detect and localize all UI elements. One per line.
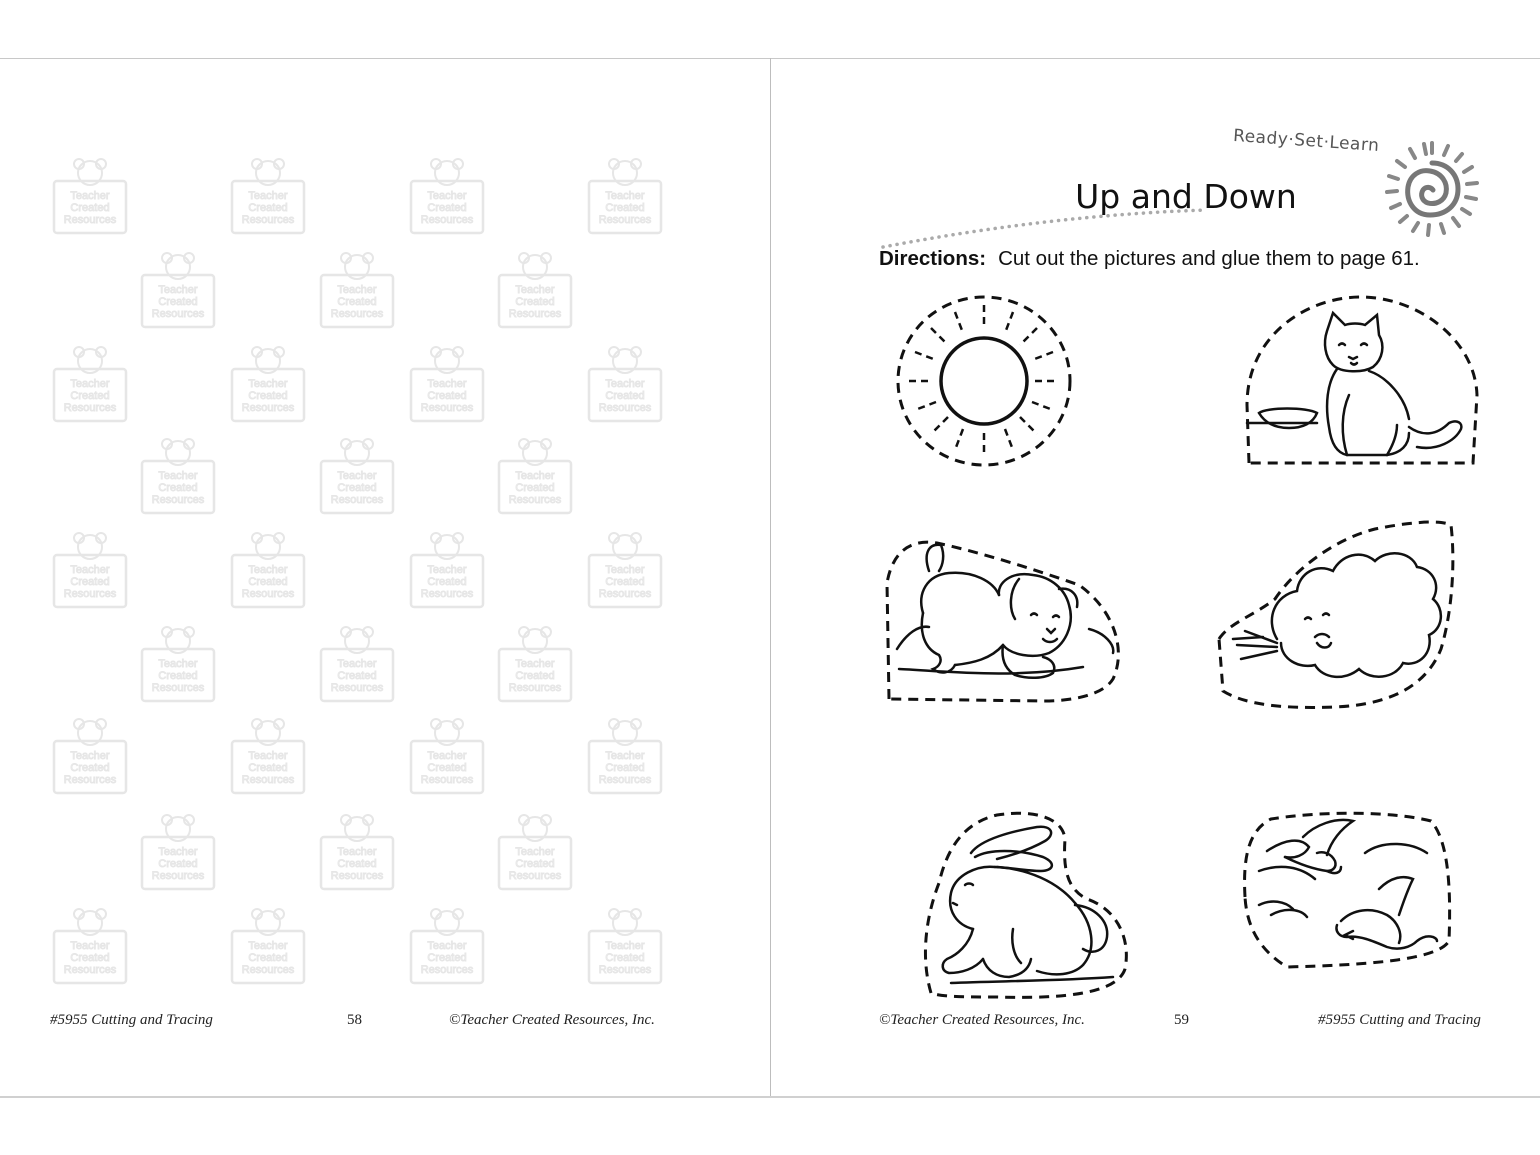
svg-text:Teacher: Teacher (158, 658, 198, 670)
watermark-logo (409, 345, 485, 423)
watermark-logo (230, 907, 306, 985)
directions (879, 247, 1420, 271)
watermark-logo (409, 907, 485, 985)
watermark-logo (497, 251, 573, 329)
watermark-logo (587, 907, 663, 985)
svg-text:Teacher: Teacher (605, 750, 645, 762)
watermark-logo (409, 531, 485, 609)
svg-text:Created: Created (605, 390, 645, 402)
directions-text: Cut out the pictures and glue them to page 61. (998, 247, 1420, 270)
svg-text:Created: Created (70, 952, 110, 964)
svg-text:Teacher: Teacher (158, 284, 198, 296)
watermark-logo (230, 717, 306, 795)
watermark-logo (52, 907, 128, 985)
left-page-number: 58 (347, 1012, 362, 1028)
svg-text:Created: Created (337, 482, 377, 494)
svg-text:Resources: Resources (330, 870, 384, 882)
watermark-logo (319, 437, 395, 515)
watermark-logo (587, 531, 663, 609)
svg-text:Resources: Resources (241, 214, 295, 226)
sun-icon (895, 295, 1073, 469)
svg-text:Teacher: Teacher (248, 940, 288, 952)
svg-text:Teacher: Teacher (248, 190, 288, 202)
svg-text:Created: Created (427, 202, 467, 214)
svg-text:Resources: Resources (151, 682, 205, 694)
svg-text:Teacher: Teacher (427, 940, 467, 952)
rabbit-icon (917, 809, 1133, 999)
watermark-logo (230, 345, 306, 423)
svg-text:Teacher: Teacher (70, 564, 110, 576)
cutout-wind-cloud[interactable] (1215, 519, 1459, 713)
svg-text:Resources: Resources (508, 308, 562, 320)
svg-text:Resources: Resources (241, 588, 295, 600)
svg-text:Teacher: Teacher (427, 378, 467, 390)
cutout-birds[interactable] (1241, 811, 1451, 973)
svg-text:Created: Created (70, 202, 110, 214)
watermark-logo (587, 717, 663, 795)
watermark-logo (140, 625, 216, 703)
svg-text:Resources: Resources (330, 494, 384, 506)
cutout-dog[interactable] (883, 529, 1127, 707)
svg-text:Teacher: Teacher (515, 658, 555, 670)
svg-text:Created: Created (605, 762, 645, 774)
left-footer-book: #5955 Cutting and Tracing (50, 1012, 213, 1028)
svg-text:Created: Created (337, 670, 377, 682)
cat-icon (1237, 295, 1481, 469)
birds-icon (1241, 811, 1451, 973)
svg-text:Created: Created (337, 858, 377, 870)
svg-text:Teacher: Teacher (248, 378, 288, 390)
svg-text:Created: Created (427, 952, 467, 964)
page-title: Up and Down (1075, 177, 1297, 216)
svg-text:Teacher: Teacher (337, 658, 377, 670)
watermark-logo (140, 437, 216, 515)
svg-text:Teacher: Teacher (337, 284, 377, 296)
watermark-logo (409, 717, 485, 795)
svg-text:Teacher: Teacher (158, 470, 198, 482)
left-footer-copyright: ©Teacher Created Resources, Inc. (449, 1012, 655, 1028)
svg-text:Resources: Resources (151, 870, 205, 882)
svg-text:Teacher: Teacher (515, 846, 555, 858)
right-page (771, 59, 1540, 1096)
svg-text:Created: Created (427, 390, 467, 402)
svg-text:Created: Created (70, 390, 110, 402)
svg-text:Teacher: Teacher (427, 750, 467, 762)
svg-text:Resources: Resources (63, 402, 117, 414)
watermark-logo (497, 625, 573, 703)
svg-text:Created: Created (248, 202, 288, 214)
svg-text:Resources: Resources (63, 588, 117, 600)
watermark-logo (52, 157, 128, 235)
svg-text:Created: Created (427, 762, 467, 774)
svg-text:Resources: Resources (151, 494, 205, 506)
svg-text:Teacher: Teacher (70, 750, 110, 762)
svg-text:Created: Created (515, 858, 555, 870)
svg-text:Resources: Resources (420, 774, 474, 786)
svg-text:Teacher: Teacher (158, 846, 198, 858)
svg-text:Resources: Resources (508, 682, 562, 694)
svg-text:Resources: Resources (598, 214, 652, 226)
watermark-logo (230, 531, 306, 609)
svg-text:Resources: Resources (151, 308, 205, 320)
svg-text:Resources: Resources (420, 402, 474, 414)
svg-text:Created: Created (515, 482, 555, 494)
svg-text:Teacher: Teacher (605, 940, 645, 952)
svg-text:Resources: Resources (420, 588, 474, 600)
svg-text:Teacher: Teacher (427, 190, 467, 202)
svg-text:Resources: Resources (241, 964, 295, 976)
svg-text:Resources: Resources (63, 774, 117, 786)
svg-text:Resources: Resources (598, 588, 652, 600)
svg-text:Teacher: Teacher (515, 284, 555, 296)
svg-text:Created: Created (158, 482, 198, 494)
watermark-logo (409, 157, 485, 235)
svg-text:Resources: Resources (598, 964, 652, 976)
svg-text:Teacher: Teacher (248, 564, 288, 576)
svg-text:Teacher: Teacher (605, 378, 645, 390)
svg-text:Created: Created (158, 670, 198, 682)
svg-text:Created: Created (248, 576, 288, 588)
svg-text:Resources: Resources (508, 494, 562, 506)
svg-text:Teacher: Teacher (70, 190, 110, 202)
svg-text:Created: Created (70, 762, 110, 774)
watermark-logo (140, 251, 216, 329)
svg-text:Created: Created (158, 296, 198, 308)
svg-text:Teacher: Teacher (337, 846, 377, 858)
watermark-logo (230, 157, 306, 235)
svg-text:Created: Created (515, 670, 555, 682)
watermark-logo (52, 531, 128, 609)
svg-text:Resources: Resources (420, 964, 474, 976)
watermark-logo (497, 813, 573, 891)
svg-text:Resources: Resources (598, 774, 652, 786)
svg-text:Created: Created (248, 390, 288, 402)
svg-text:Created: Created (515, 296, 555, 308)
directions-label: Directions: (879, 247, 987, 270)
svg-text:Resources: Resources (241, 774, 295, 786)
svg-text:Created: Created (427, 576, 467, 588)
svg-text:Created: Created (248, 762, 288, 774)
watermark-logo (319, 251, 395, 329)
svg-text:Created: Created (605, 576, 645, 588)
svg-text:Resources: Resources (330, 308, 384, 320)
svg-text:Teacher: Teacher (248, 750, 288, 762)
watermark-logo (52, 717, 128, 795)
svg-text:Created: Created (70, 576, 110, 588)
svg-text:Teacher: Teacher (70, 378, 110, 390)
svg-text:Created: Created (337, 296, 377, 308)
svg-text:Created: Created (158, 858, 198, 870)
watermark-logo (319, 813, 395, 891)
cutout-sun[interactable] (895, 295, 1073, 469)
left-page (0, 59, 770, 1096)
wind-cloud-icon (1215, 519, 1459, 713)
right-page-number: 59 (1174, 1012, 1189, 1028)
watermark-logo (587, 345, 663, 423)
watermark-logo (319, 625, 395, 703)
svg-text:Created: Created (605, 202, 645, 214)
svg-text:Created: Created (248, 952, 288, 964)
watermark-logo (497, 437, 573, 515)
sun-swirl-icon (1381, 137, 1483, 241)
svg-text:Resources: Resources (508, 870, 562, 882)
cutout-cat[interactable] (1237, 295, 1481, 469)
svg-text:Teacher: Teacher (337, 470, 377, 482)
svg-text:Resources: Resources (241, 402, 295, 414)
svg-text:Teacher: Teacher (605, 190, 645, 202)
spread-bottom-edge (0, 1096, 1540, 1098)
svg-text:Resources: Resources (330, 682, 384, 694)
svg-text:Teacher: Teacher (427, 564, 467, 576)
right-footer-book: #5955 Cutting and Tracing (1318, 1012, 1481, 1028)
svg-text:Teacher: Teacher (70, 940, 110, 952)
dog-icon (883, 529, 1127, 707)
watermark-logo (587, 157, 663, 235)
svg-text:Teacher: Teacher (605, 564, 645, 576)
svg-text:Resources: Resources (63, 214, 117, 226)
svg-text:Resources: Resources (598, 402, 652, 414)
right-footer-copyright: ©Teacher Created Resources, Inc. (879, 1012, 1085, 1028)
svg-text:Resources: Resources (63, 964, 117, 976)
watermark-logo (52, 345, 128, 423)
series-label: Ready·Set·Learn (1232, 125, 1381, 157)
svg-text:Teacher: Teacher (515, 470, 555, 482)
svg-text:Resources: Resources (420, 214, 474, 226)
watermark-logo (140, 813, 216, 891)
svg-text:Created: Created (605, 952, 645, 964)
cutout-rabbit[interactable] (917, 809, 1133, 999)
